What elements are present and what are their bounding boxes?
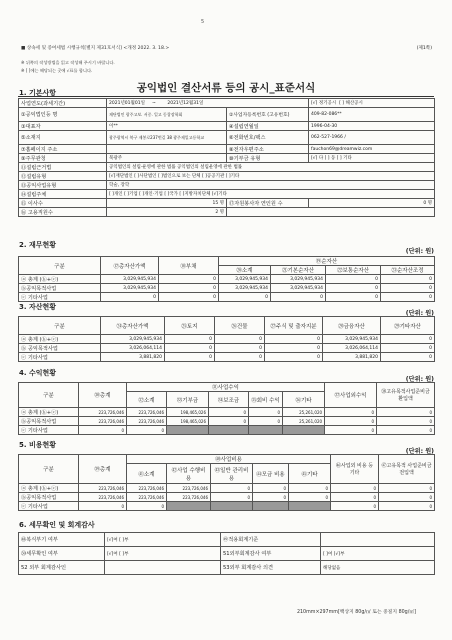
field-value: 학술, 장학	[107, 181, 435, 190]
purpose-value: 공익법인의 설립·운영에 관한 법률 공익법인의 설립운영에 관한 법률	[107, 163, 435, 172]
cell: 0	[377, 417, 435, 426]
cell: 0	[381, 275, 435, 284]
cell: 0	[209, 408, 249, 417]
assets-table	[18, 316, 435, 362]
rev-head-1	[19, 383, 435, 392]
est-value: 1996-04-30	[309, 122, 435, 131]
row-label: ⓒ 기타사업	[19, 426, 79, 435]
rev-col-kind: 구분	[19, 383, 79, 408]
cell: 0	[127, 502, 167, 511]
table-row	[19, 493, 435, 502]
rep-label: ③대표자	[19, 122, 107, 131]
fin-col-total: ⑰총자산가액	[101, 257, 159, 275]
row-label: ⓒ 기타사업	[19, 353, 101, 362]
assets-col: ㉘금융자산	[323, 317, 381, 335]
period-dash: ~	[152, 101, 156, 106]
cell: 3,029,945,934	[323, 335, 381, 344]
rev-col-biz: ㉛사업수익	[127, 383, 325, 392]
shaded-cell	[249, 426, 283, 435]
section-4-title: 4. 수익현황	[19, 369, 57, 377]
expense-table	[18, 454, 435, 511]
section-1-title: 1. 기본사항	[19, 89, 57, 97]
rep-value: 이**	[107, 122, 227, 131]
disclosure-type	[309, 99, 435, 108]
exp-col-reserve: ㊼고유목적 사업준비금전입액	[379, 455, 435, 484]
cell: 198,465,026	[167, 408, 209, 417]
addr-value: 광주광역시 북구 제봉로237번길 38 광주제일고등학교	[107, 131, 227, 145]
opinion-value: 해당없음	[321, 561, 435, 575]
cell: 0	[381, 344, 435, 353]
accounting-standard-label: ㊾적용회계기준	[221, 533, 321, 547]
biz-no-label: ②사업자등록번호 (고유번호)	[227, 108, 309, 122]
cell: 0	[165, 335, 215, 344]
cell: 0	[127, 426, 167, 435]
cell: 25,261,020	[283, 417, 325, 426]
section-6-title: 6. 세무확인 및 회계감사	[19, 521, 95, 529]
row-label: ⓐ 총계 (ⓑ+ⓒ)	[19, 335, 101, 344]
exp-col-fund: ㊹모금 비용	[253, 464, 289, 484]
homepage-row	[19, 145, 435, 154]
section-4-unit: (단위: 원)	[405, 376, 434, 383]
volunteer-label: ⑰자원봉사자 연인원 수	[227, 199, 309, 208]
purpose-row	[19, 163, 435, 172]
founder-value: [ ]개인 [ ]기업 [ ]개인·기업 [ ]국가 [ ]지방자치단체 [√]기타	[107, 190, 435, 199]
tel-value: 062-527-1966 /	[309, 131, 435, 145]
rev-col-nonbiz: ㊲사업외수익	[325, 383, 377, 408]
employees-empty	[227, 208, 435, 217]
cell: 0	[209, 417, 249, 426]
field-label: ⑬공익사업유형	[19, 181, 107, 190]
page-of: (제1쪽)	[416, 46, 432, 51]
cell: 0	[381, 335, 435, 344]
cell: 0	[165, 353, 215, 362]
employees-row	[19, 208, 435, 217]
period-to: 2021년12월31일	[167, 101, 204, 106]
bookkeeping-label: ㊽복식부기 여부	[19, 533, 105, 547]
office-label: ⑨주무관청	[19, 154, 107, 163]
cell: 223,726,046	[127, 417, 167, 426]
fin-col-basic: ㉑기본순자산	[271, 266, 326, 275]
assets-col: ㉔총자산가액	[101, 317, 165, 335]
section-5-unit: (단위: 원)	[405, 448, 434, 455]
fin-col-adj: ㉓순자산조정	[381, 266, 435, 275]
law-reference: ■ 상속세 및 증여세법 시행규칙[별지 제31호서식] <개정 2022. 3. 18.>	[21, 46, 170, 51]
cell: 0	[381, 353, 435, 362]
period-from: 2021년01월01일	[109, 101, 145, 106]
cell: 198,465,026	[167, 417, 209, 426]
shaded-cell	[209, 426, 249, 435]
row-label: ⓑ공익목적사업	[19, 493, 79, 502]
cell: 0	[253, 484, 289, 493]
cell: 0	[249, 417, 283, 426]
paper-spec-footer: 210mm×297mm[백상지 80g/㎡ 또는 중질지 80g/㎡]	[296, 610, 416, 615]
audit-table	[18, 532, 435, 575]
table-row	[19, 408, 435, 417]
rev-col-donation: ㉝기부금	[167, 392, 209, 408]
cell: 223,726,046	[79, 408, 127, 417]
table-row	[19, 417, 435, 426]
cell: 0	[379, 502, 435, 511]
rev-col-fee: ㉟회비 수익	[249, 392, 283, 408]
financial-table	[18, 256, 435, 302]
cell: 223,726,046	[167, 484, 211, 493]
note-checkmark: ※ [ ]에는 해당되는 곳에 √표를 합니다.	[21, 68, 93, 73]
cell: 3,029,945,934	[271, 284, 326, 293]
section-3-title: 3. 자산현황	[19, 303, 57, 311]
assets-col: ㉙기타자산	[381, 317, 435, 335]
cell: 0	[159, 293, 219, 302]
cell: 0	[79, 426, 127, 435]
cell: 0	[159, 284, 219, 293]
assets-col: ㉕토지	[165, 317, 215, 335]
shaded-cell	[167, 426, 209, 435]
cell: 0	[159, 275, 219, 284]
addr-row	[19, 131, 435, 145]
field-row	[19, 181, 435, 190]
cell: 0	[265, 344, 323, 353]
cell: 0	[379, 493, 435, 502]
cell: 0	[215, 344, 265, 353]
table-row	[19, 484, 435, 493]
biz-no-value: 409-82-086**	[309, 108, 435, 122]
title-divider	[18, 96, 434, 97]
table-row	[19, 293, 435, 302]
tel-label: ⑥전화번호/팩스	[227, 131, 309, 145]
homepage-label: ⑦홈페이지 주소	[19, 145, 107, 154]
row-label: ⓐ 총계 (ⓑ+ⓒ)	[19, 275, 101, 284]
cell: 223,726,046	[127, 493, 167, 502]
table-row	[19, 344, 435, 353]
assets-head	[19, 317, 435, 335]
audit-row-2	[19, 547, 435, 561]
document-title: 공익법인 결산서류 등의 공시_표준서식	[136, 82, 316, 94]
cell: 3,881,820	[323, 353, 381, 362]
exp-col-admin: ㊸일반 관리비용	[211, 464, 253, 484]
cell: 0	[326, 284, 381, 293]
cell: 0	[325, 417, 377, 426]
audit-row-1	[19, 533, 435, 547]
shaded-cell	[289, 502, 331, 511]
homepage-value	[107, 145, 227, 154]
cell: 0	[211, 493, 253, 502]
donation-label: ⑩기부금 유형	[227, 154, 309, 163]
exp-col-nonbiz: ㊻사업외 비용 등 기타	[331, 455, 379, 484]
cell: 223,726,046	[79, 484, 127, 493]
auditor-value	[105, 561, 221, 575]
section-5-title: 5. 비용현황	[19, 441, 57, 449]
cell: 0	[326, 293, 381, 302]
fin-col-kind: 구분	[19, 257, 101, 275]
rev-col-sum: ㉜소계	[127, 392, 167, 408]
table-row	[19, 426, 435, 435]
type-label: ⑫설립유형	[19, 172, 107, 181]
row-label: ⓑ 공익목적사업	[19, 344, 101, 353]
employees-label: ⑯ 고용직원수	[19, 208, 107, 217]
rep-row	[19, 122, 435, 131]
note-instructions: ※ 뒤쪽의 작성방법을 읽고 작성해 주시기 바랍니다.	[21, 60, 115, 65]
directors-label: ⑮ 이사수	[19, 199, 107, 208]
type-regular-checkbox[interactable]: [√] 정기공시	[311, 101, 337, 106]
cell: 0	[325, 408, 377, 417]
bookkeeping-value[interactable]: [√]여 [ ]부	[105, 533, 221, 547]
rev-col-other: ㊱기타	[283, 392, 325, 408]
cell: 0	[211, 484, 253, 493]
cell: 0	[271, 293, 326, 302]
fin-head-1	[19, 257, 435, 266]
fin-col-normal: ㉒보통순자산	[326, 266, 381, 275]
assets-col-kind: 구분	[19, 317, 101, 335]
exp-col-sum: ㊶소계	[127, 464, 167, 484]
cell: 3,029,945,934	[219, 275, 271, 284]
row-label: ⓑ공익목적사업	[19, 417, 79, 426]
cell: 3,029,945,934	[219, 284, 271, 293]
table-row	[19, 284, 435, 293]
email-value: fauchon69@dreamwiz.com	[309, 145, 435, 154]
exp-head-1	[19, 455, 435, 464]
employees-value: 2 명	[107, 208, 227, 217]
external-audit-label: 51외부회계감사 여부	[221, 547, 321, 561]
audit-row-3	[19, 561, 435, 575]
volunteer-value: 0 명	[309, 199, 435, 208]
row-label: ⓒ 기타사업	[19, 502, 79, 511]
cell: 223,726,046	[127, 408, 167, 417]
table-row	[19, 335, 435, 344]
period-row	[19, 99, 435, 108]
assets-col: ㉖건물	[215, 317, 265, 335]
auditor-label: 52 외부 회계감사인	[19, 561, 105, 575]
name-label: ①공익법인등 명	[19, 108, 107, 122]
cell: 0	[377, 426, 435, 435]
cell: 0	[325, 426, 377, 435]
row-label: ⓐ 총계 (ⓑ+ⓒ)	[19, 408, 79, 417]
cell: 0	[331, 493, 379, 502]
cell: 0	[377, 408, 435, 417]
exp-col-other: ㊺기타	[289, 464, 331, 484]
type-value: [√]재단법인 [ ]사단법인 [ ]법인으로 보는 단체 [ ]공공기관 [ ]기타	[107, 172, 435, 181]
assets-col: ㉗주식 및 출자지분	[265, 317, 323, 335]
cell: 223,726,046	[167, 493, 211, 502]
rev-col-reserve: ㊳고유목적사업준비금 환입액	[377, 383, 435, 408]
cell: 25,261,020	[283, 408, 325, 417]
cell: 0	[165, 344, 215, 353]
cell: 3,026,064,114	[323, 344, 381, 353]
cell: 0	[215, 353, 265, 362]
cell: 0	[381, 293, 435, 302]
fin-col-sum: ⑳소계	[219, 266, 271, 275]
cell: 0	[289, 493, 331, 502]
cell: 0	[326, 275, 381, 284]
cell: 223,726,046	[127, 484, 167, 493]
directors-value: 15 명	[107, 199, 227, 208]
row-label: ⓑ공익목적사업	[19, 284, 101, 293]
revenue-table	[18, 382, 435, 435]
cell: 0	[265, 353, 323, 362]
est-label: ④설립연월일	[227, 122, 309, 131]
table-row	[19, 502, 435, 511]
name-row	[19, 108, 435, 122]
cell: 3,026,064,114	[101, 344, 165, 353]
cell: 3,029,945,934	[101, 335, 165, 344]
tax-check-label: ㊿세무확인 여부	[19, 547, 105, 561]
cell: 0	[79, 502, 127, 511]
directors-row	[19, 199, 435, 208]
office-value: 북광주	[107, 154, 227, 163]
external-audit-value[interactable]: [ ]여 [√]부	[321, 547, 435, 561]
page-number: 5	[201, 19, 205, 25]
email-label: ⑧전자우편주소	[227, 145, 309, 154]
donation-value: [√] 다 [ ] 동 [ ] 기타	[309, 154, 435, 163]
office-row	[19, 154, 435, 163]
exp-col-total: ㊴총계	[79, 455, 127, 484]
cell: 3,029,945,934	[101, 284, 159, 293]
section-3-unit: (단위: 원)	[405, 310, 434, 317]
section-2-title: 2. 재무현황	[19, 241, 57, 249]
cell: 0	[289, 484, 331, 493]
section-2-unit: (단위: 원)	[405, 248, 434, 255]
cell: 0	[381, 284, 435, 293]
cell: 0	[215, 335, 265, 344]
rev-col-total: ㉚총계	[79, 383, 127, 408]
shaded-cell	[211, 502, 253, 511]
addr-label: ⑤소재지	[19, 131, 107, 145]
cell: 0	[379, 484, 435, 493]
cell: 223,726,046	[79, 493, 127, 502]
cell: 0	[265, 335, 323, 344]
rev-col-subsidy: ㉞보조금	[209, 392, 249, 408]
cell: 0	[249, 408, 283, 417]
cell: 0	[331, 484, 379, 493]
accounting-standard-value	[321, 533, 435, 547]
shaded-cell	[253, 502, 289, 511]
cell: 3,029,945,934	[101, 275, 159, 284]
cell: 0	[253, 493, 289, 502]
type-adhoc-checkbox[interactable]: [ ] 해산공시	[339, 101, 363, 106]
cell: 3,881,820	[101, 353, 165, 362]
cell: 223,726,046	[79, 417, 127, 426]
founder-label: ⑭설립주체	[19, 190, 107, 199]
fin-col-net: ⑲순자산	[219, 257, 435, 266]
period-value	[107, 99, 309, 108]
cell: 0	[219, 293, 271, 302]
exp-col-purpose: ㊷사업 수행비용	[167, 464, 211, 484]
name-value: 재단법인 광주고보. 서중. 일고 동창장학회	[107, 108, 227, 122]
exp-col-biz: ㊵사업비용	[127, 455, 331, 464]
fin-col-liab: ⑱부채	[159, 257, 219, 275]
founder-row	[19, 190, 435, 199]
cell: 0	[101, 293, 159, 302]
exp-col-kind: 구분	[19, 455, 79, 484]
shaded-cell	[283, 426, 325, 435]
type-row	[19, 172, 435, 181]
cell: 3,029,945,934	[271, 275, 326, 284]
shaded-cell	[167, 502, 211, 511]
cell: 0	[331, 502, 379, 511]
basic-info-table	[18, 98, 435, 217]
row-label: ⓒ 기타사업	[19, 293, 101, 302]
purpose-label: ⑪설립근거법	[19, 163, 107, 172]
tax-check-value[interactable]: [√]여 [ ]부	[105, 547, 221, 561]
opinion-label: 53외부 회계감사 의견	[221, 561, 321, 575]
period-label: 사업연도(과세기간)	[19, 99, 107, 108]
row-label: ⓐ 총계 (ⓑ+ⓒ)	[19, 484, 79, 493]
table-row	[19, 353, 435, 362]
table-row	[19, 275, 435, 284]
